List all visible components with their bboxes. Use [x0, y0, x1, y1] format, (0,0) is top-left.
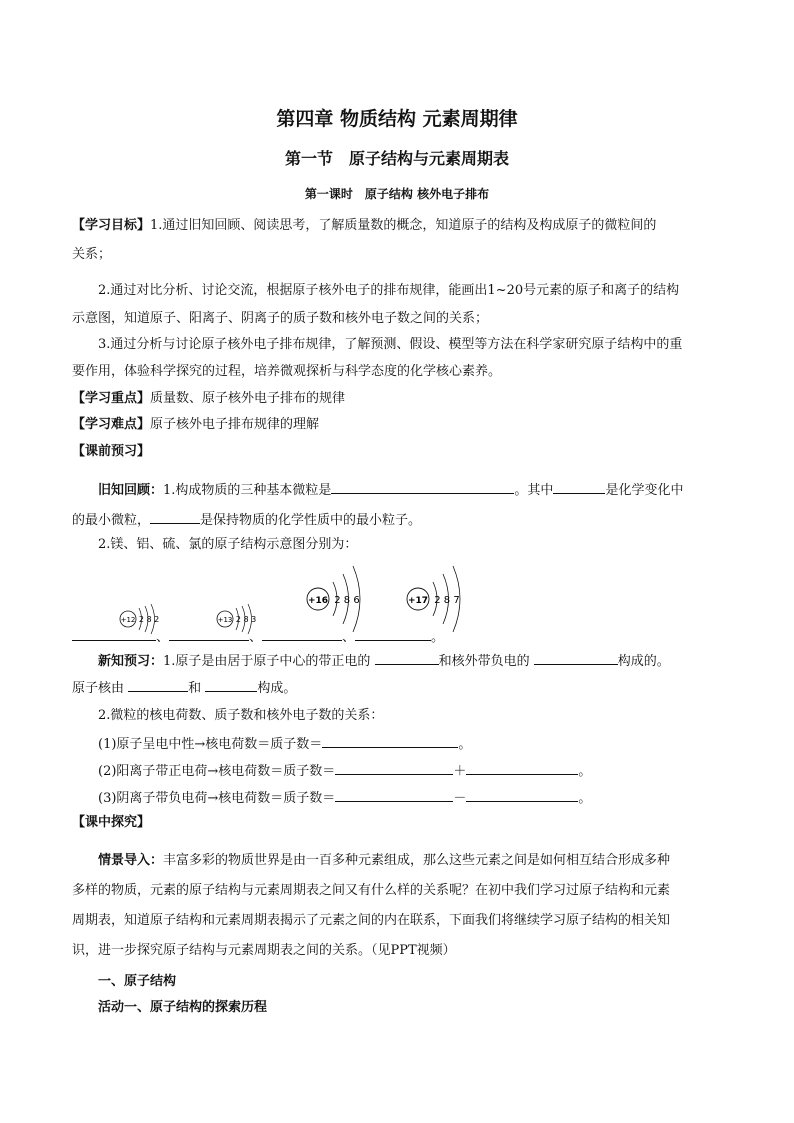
new-knowledge-q1-cont — [72, 677, 732, 699]
n3-text: (1)原子呈电中性→核电荷数＝质子数＝ — [98, 737, 323, 752]
intro-line-2: 多样的物质，元素的原子结构与元素周期表之间又有什么样的关系呢？在初中我们学习过原子结构和元素 — [72, 883, 671, 898]
intro-line-1 — [98, 851, 758, 871]
key-point-text: 质量数、原子核外电子排布的规律 — [150, 391, 346, 406]
q1-text-c: 是化学变化中 — [605, 483, 684, 498]
section-title: 第一节 原子结构与元素周期表 — [284, 149, 509, 168]
shell-electrons: 2 8 7 — [434, 595, 460, 606]
lesson-title: 第一课时 原子结构 核外电子排布 — [304, 187, 490, 201]
relation-anion — [98, 787, 758, 809]
blank-cl[interactable] — [355, 626, 431, 641]
period: 。 — [431, 630, 445, 645]
blank-anion-electrons[interactable] — [335, 787, 453, 802]
blank-al[interactable] — [169, 626, 249, 641]
goal-3-line-1: 3.通过分析与讨论原子核外电子排布规律，了解预测、假设、模型等方法在科学家研究原子结构中的重 — [98, 337, 683, 352]
intro-line-4: 识，进一步探究原子结构与元素周期表之间的关系。（见PPT视频） — [72, 943, 456, 958]
goals-line-2: 关系； — [72, 247, 112, 262]
intro-line-3: 周期表，知道原子结构和元素周期表揭示了元素之间的内在联系，下面我们将继续学习原子结构的相关知 — [72, 913, 671, 928]
blank-cation-charge[interactable] — [466, 760, 578, 775]
blank-mg[interactable] — [72, 626, 156, 641]
shell-electrons: 2 8 6 — [334, 595, 360, 606]
period: 。 — [578, 791, 592, 806]
activity-one-heading: 活动一、原子结构的探索历程 — [98, 1000, 268, 1015]
q1-text-e: 是保持物质的化学性质中的最小粒子。 — [200, 513, 422, 528]
difficulty-label: 【学习难点】 — [72, 417, 151, 432]
q1-text-a: 1.构成物质的三种基本微粒是 — [163, 483, 332, 498]
review-label: 旧知回顾： — [98, 483, 164, 498]
minus-sign: － — [453, 791, 467, 806]
diagram-blanks-row — [72, 626, 732, 648]
blank-anion-charge[interactable] — [466, 787, 578, 802]
n1-text-f: 构成。 — [257, 681, 297, 696]
blank-nucleus[interactable] — [375, 650, 439, 665]
shell-electrons: 2 8 2 — [138, 615, 160, 624]
chapter-title: 第四章 物质结构 元素周期律 — [276, 108, 518, 130]
review-q2: 2.镁、铝、硫、氯的原子结构示意图分别为： — [98, 537, 358, 552]
n1-text-d: 原子核由 — [72, 681, 125, 696]
n4-text: (2)阳离子带正电荷→核电荷数＝质子数＝ — [98, 764, 336, 779]
period: 。 — [578, 764, 592, 779]
separator: 、 — [249, 630, 263, 645]
nucleus-charge: +16 — [307, 596, 329, 606]
goal-3-line-2: 要作用，体验科学探究的过程，培养微观探析与科学态度的化学核心素养。 — [72, 364, 502, 379]
preview-heading: 【课前预习】 — [72, 444, 151, 459]
nucleus-charge: +12 — [120, 616, 136, 624]
goal-2-line-1: 2.通过对比分析、讨论交流，根据原子核外电子的排布规律，能画出1~20号元素的原子和离子的结构 — [98, 283, 680, 298]
new-knowledge-label: 新知预习： — [98, 654, 164, 669]
plus-sign: ＋ — [453, 764, 467, 779]
relation-cation — [98, 760, 758, 782]
goal-1-text: 1.通过旧知回顾、阅读思考，了解质量数的概念，知道原子的结构及构成原子的微粒间的 — [150, 218, 657, 233]
subsection-atomic-structure: 一、原子结构 — [98, 974, 177, 989]
new-knowledge-q1 — [98, 650, 758, 672]
blank-neutrons[interactable] — [205, 677, 257, 692]
intro-label: 情景导入： — [98, 853, 164, 868]
relation-atom — [98, 733, 758, 755]
q1-text-d: 的最小微粒， — [72, 513, 151, 528]
atom-diagram-cl — [407, 566, 460, 632]
nucleus-charge: +17 — [407, 596, 429, 606]
goals-label: 【学习目标】 — [72, 218, 151, 233]
intro-text-1: 丰富多彩的物质世界是由一百多种元素组成，那么这些元素之间是如何相互结合形成多种 — [163, 853, 671, 868]
blank-electrons[interactable] — [534, 650, 618, 665]
difficulty-text: 原子核外电子排布规律的理解 — [150, 417, 320, 432]
n1-text-a: 1.原子是由居于原子中心的带正电的 — [163, 654, 371, 669]
key-point-label: 【学习重点】 — [72, 391, 151, 406]
atom-diagram-s — [307, 566, 360, 632]
nucleus-charge: +13 — [217, 616, 233, 624]
n1-text-c: 构成的。 — [617, 654, 670, 669]
explore-heading: 【课中探究】 — [72, 815, 151, 830]
period: 。 — [458, 737, 472, 752]
n5-text: (3)阴离子带负电荷→核电荷数＝质子数＝ — [98, 791, 336, 806]
blank-atom-electrons[interactable] — [322, 733, 458, 748]
goal-2-line-2: 示意图，知道原子、阳离子、阴离子的质子数和核外电子数之间的关系； — [72, 311, 489, 326]
q1-text-b: 。其中 — [514, 483, 554, 498]
new-knowledge-q2: 2.微粒的核电荷数、质子数和核外电子数的关系： — [98, 708, 384, 723]
blank-protons[interactable] — [128, 677, 188, 692]
n1-text-e: 和 — [188, 681, 202, 696]
blank-cation-electrons[interactable] — [335, 760, 453, 775]
separator: 、 — [342, 630, 356, 645]
blank-s[interactable] — [262, 626, 342, 641]
separator: 、 — [156, 630, 170, 645]
n1-text-b: 和核外带负电的 — [438, 654, 530, 669]
shell-electrons: 2 8 3 — [235, 615, 257, 624]
